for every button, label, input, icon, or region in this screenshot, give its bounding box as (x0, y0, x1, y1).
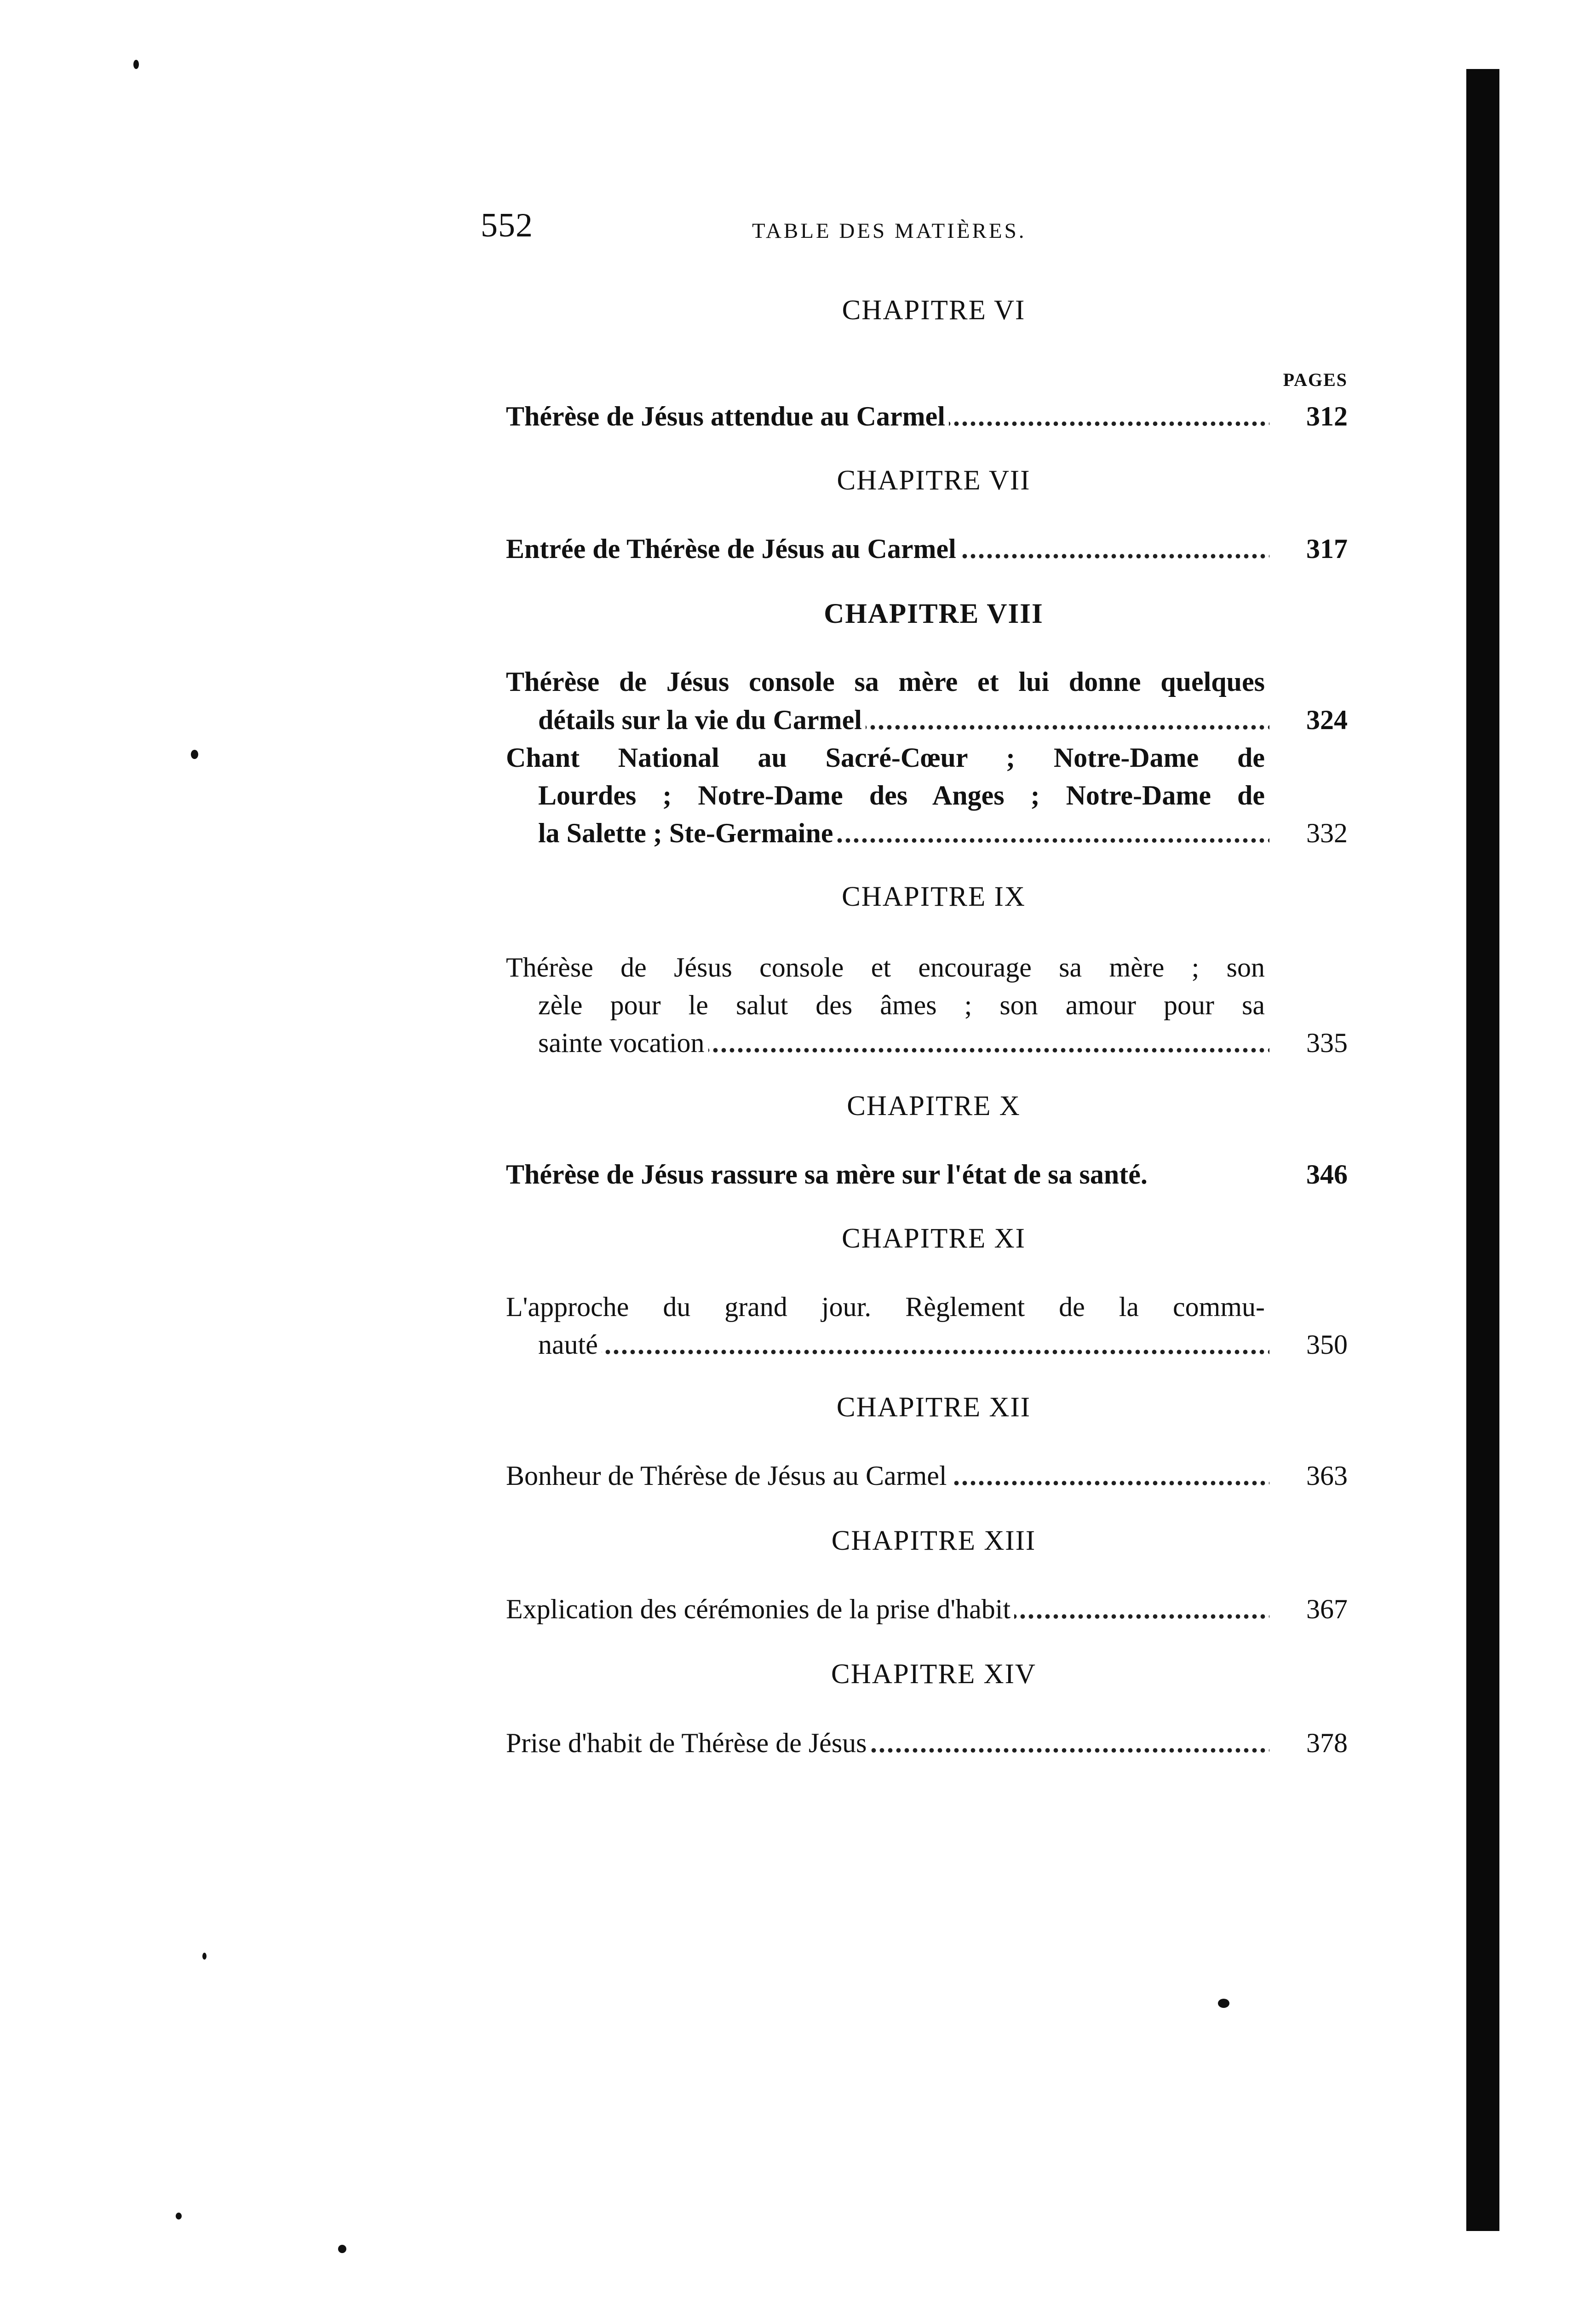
toc-entry-text: sainte vocation (538, 1026, 708, 1060)
ink-speck (338, 2245, 346, 2253)
toc-entry-text: la Salette ; Ste-Germaine (538, 816, 837, 850)
toc-entry-text: Explication des cérémonies de la prise d'habit (506, 1592, 1014, 1626)
chapter-heading-viii: CHAPITRE VIII (824, 598, 1044, 629)
ink-speck (191, 750, 198, 759)
toc-page-number: 324 (1279, 703, 1348, 737)
toc-page-number: 346 (1279, 1157, 1348, 1191)
toc-entry-vii (506, 532, 1348, 566)
toc-entry-viii-b-line-1: Chant National au Sacré-Cœur ; Notre-Dame de (506, 742, 1265, 773)
toc-entry-text: nauté (538, 1328, 602, 1362)
chapter-heading-xiii: CHAPITRE XIII (831, 1525, 1036, 1556)
toc-entry-text: Thérèse de Jésus attendue au Carmel (506, 399, 949, 433)
toc-entry-xiv (506, 1726, 1348, 1760)
running-title: TABLE DES MATIÈRES. (752, 219, 1027, 243)
chapter-heading-vi: CHAPITRE VI (842, 295, 1026, 326)
chapter-heading-vii: CHAPITRE VII (837, 465, 1031, 496)
toc-page-number: 332 (1279, 816, 1348, 850)
toc-entry-text: Bonheur de Thérèse de Jésus au Carmel (506, 1459, 951, 1493)
chapter-heading-x: CHAPITRE X (847, 1091, 1021, 1121)
toc-entry-text: Entrée de Thérèse de Jésus au Carmel (506, 532, 960, 566)
page-edge-shadow (1466, 69, 1499, 2231)
toc-entry-viii-b (538, 816, 1348, 850)
chapter-heading-ix: CHAPITRE IX (842, 881, 1026, 912)
chapter-heading-xii: CHAPITRE XII (836, 1392, 1031, 1423)
toc-page-number: 350 (1279, 1328, 1348, 1362)
toc-entry-viii-line-1: Thérèse de Jésus console sa mère et lui donne quelques (506, 667, 1265, 697)
toc-entry-text: détails sur la vie du Carmel (538, 703, 866, 737)
toc-page-number: 335 (1279, 1026, 1348, 1060)
toc-page-number: 378 (1279, 1726, 1348, 1760)
toc-entry-viii-b-line-2: Lourdes ; Notre-Dame des Anges ; Notre-Dame de (538, 780, 1265, 811)
pages-column-label: PAGES (1283, 369, 1348, 390)
dot-leader (538, 1328, 1269, 1362)
toc-entry-ix-line-1: Thérèse de Jésus console et encourage sa mère ; son (506, 952, 1265, 983)
toc-page-number: 312 (1279, 399, 1348, 433)
ink-speck (202, 1953, 207, 1960)
page-number: 552 (481, 207, 533, 244)
toc-entry-xiii (506, 1592, 1348, 1626)
toc-entry-xi-line-1: L'approche du grand jour. Règlement de la commu- (506, 1292, 1265, 1322)
toc-entry-xii (506, 1459, 1348, 1493)
toc-entry-ix-line-2: zèle pour le salut des âmes ; son amour pour sa (538, 990, 1265, 1020)
ink-speck (133, 60, 139, 69)
toc-entry-x (506, 1157, 1348, 1191)
chapter-heading-xiv: CHAPITRE XIV (831, 1659, 1036, 1690)
ink-speck (176, 2213, 182, 2220)
page-header (481, 207, 1355, 253)
toc-page-number: 363 (1279, 1459, 1348, 1493)
chapter-heading-xi: CHAPITRE XI (842, 1223, 1026, 1254)
toc-entry-vi (506, 399, 1348, 433)
toc-page-number: 367 (1279, 1592, 1348, 1626)
toc-entry-text: Thérèse de Jésus rassure sa mère sur l'état de sa santé. (506, 1157, 1151, 1191)
toc-entry-text: Prise d'habit de Thérèse de Jésus (506, 1726, 871, 1760)
toc-entry-ix (538, 1026, 1348, 1060)
toc-entry-viii-a (538, 703, 1348, 737)
toc-entry-xi (538, 1328, 1348, 1362)
ink-speck (1218, 1999, 1229, 2008)
toc-page-number: 317 (1279, 532, 1348, 566)
